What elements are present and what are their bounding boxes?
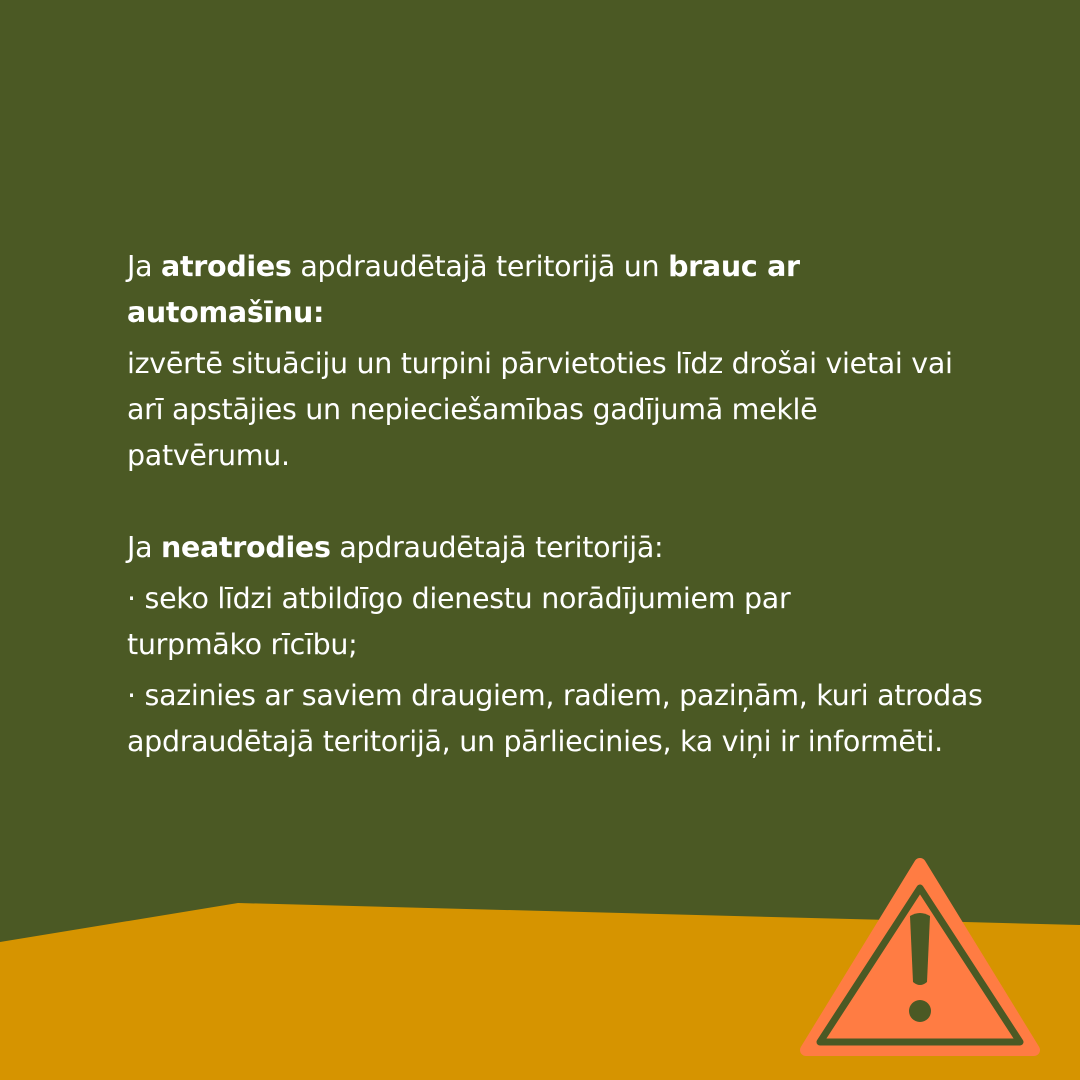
section-1-heading: Ja atrodies apdraudētajā teritorijā un brauc ar automašīnu:: [127, 250, 800, 329]
section-2-heading: Ja neatrodies apdraudētajā teritorijā:: [127, 531, 664, 564]
bullet-item: · seko līdzi atbildīgo dienestu norādījumiem par turpmāko rīcību;: [127, 582, 791, 661]
spacer: [127, 479, 987, 525]
exclamation-mark: [910, 913, 930, 985]
bullet-item: · sazinies ar saviem draugiem, radiem, paziņām, kuri atrodas apdraudētajā teritorijā, un pārliecinies, ka viņi ir informēti.: [127, 679, 983, 758]
exclamation-dot: [909, 1000, 931, 1022]
main-text: [127, 244, 987, 765]
emphasis-brauc: brauc ar automašīnu:: [127, 250, 800, 329]
warning-triangle-icon: [800, 858, 1040, 1058]
section-1-body: izvērtē situāciju un turpini pārvietoties līdz drošai vietai vai arī apstājies un nepieciešamības gadījumā meklē patvērumu.: [127, 347, 953, 472]
emphasis-atrodies: atrodies: [161, 250, 292, 283]
emphasis-neatrodies: neatrodies: [161, 531, 331, 564]
